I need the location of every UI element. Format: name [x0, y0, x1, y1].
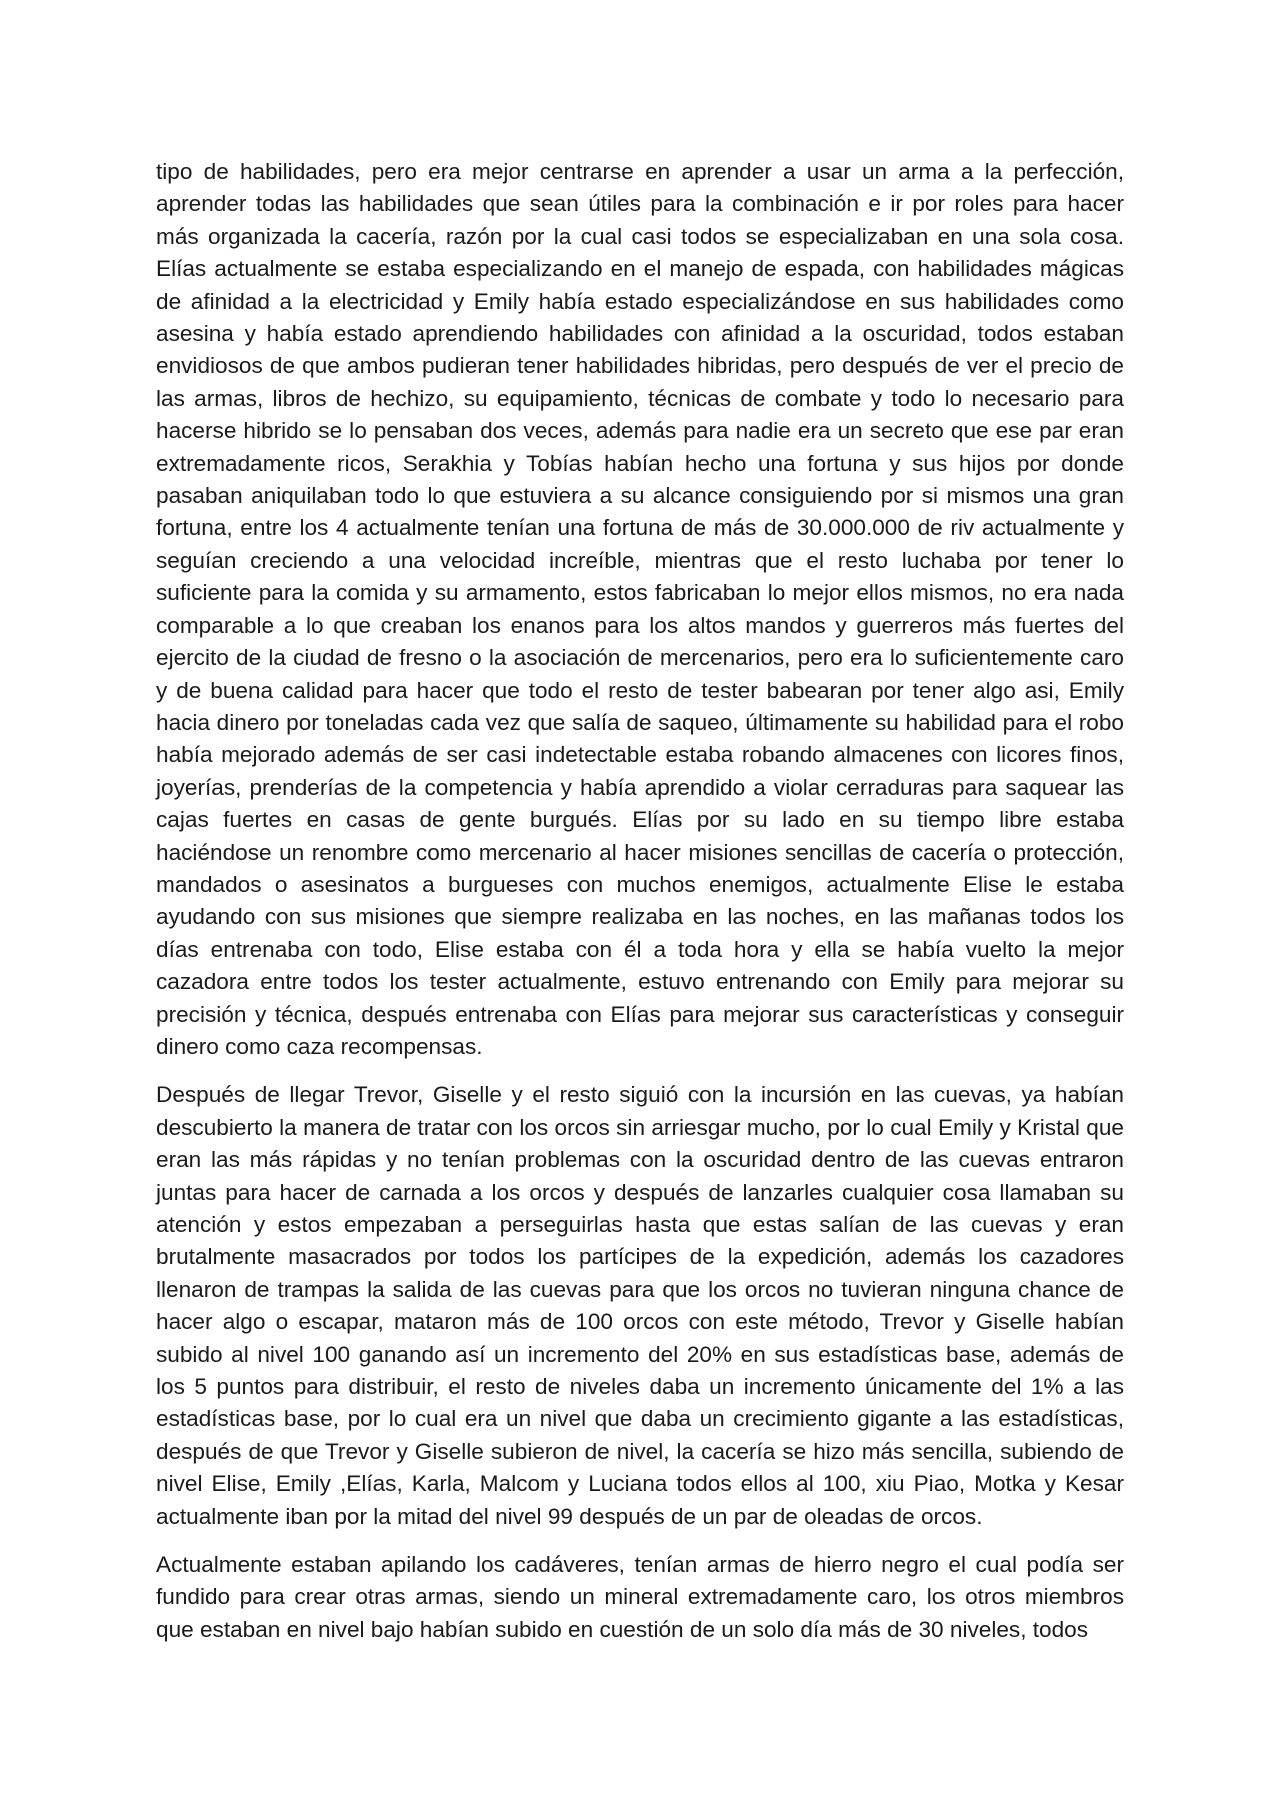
paragraph-2: Después de llegar Trevor, Giselle y el resto siguió con la incursión en las cuevas, ya habían descubierto la manera de tratar con los orcos sin arriesgar mucho, por lo cual Emily y Kristal que eran las más rápidas y no tenían problemas con la oscuridad dentro de las cuevas entraron juntas para hacer de carnada a los orcos y después de lanzarles cualquier cosa llamaban su atención y estos empezaban a perseguirlas hasta que estas salían de las cuevas y eran brutalmente masacrados por todos los partícipes de la expedición, además los cazadores llenaron de trampas la salida de las cuevas para que los orcos no tuvieran ninguna chance de hacer algo o escapar, mataron más de 100 orcos con este método, Trevor y Giselle habían subido al nivel 100 ganando así un incremento del 20% en sus estadísticas base, además de los 5 puntos para distribuir, el resto de niveles daba un incremento únicamente del 1% a las estadísticas base, por lo cual era un nivel que daba un crecimiento gigante a las estadísticas, después de que Trevor y Giselle subieron de nivel, la cacería se hizo más sencilla, subiendo de nivel Elise, Emily ,Elías, Karla, Malcom y Luciana todos ellos al 100, xiu Piao, Motka y Kesar actualmente iban por la mitad del nivel 99 después de un par de oleadas de orcos. — [156, 1082, 1124, 1529]
document-body — [156, 156, 1124, 1662]
paragraph-1: tipo de habilidades, pero era mejor centrarse en aprender a usar un arma a la perfección, aprender todas las habilidades que sean útiles para la combinación e ir por roles para hacer más organizada la cacería, razón por la cual casi todos se especializaban en una sola cosa. Elías actualmente se estaba especializando en el manejo de espada, con habilidades mágicas de afinidad a la electricidad y Emily había estado especializándose en sus habilidades como asesina y había estado aprendiendo habilidades con afinidad a la oscuridad, todos estaban envidiosos de que ambos pudieran tener habilidades hibridas, pero después de ver el precio de las armas, libros de hechizo, su equipamiento, técnicas de combate y todo lo necesario para hacerse hibrido se lo pensaban dos veces, además para nadie era un secreto que ese par eran extremadamente ricos, Serakhia y Tobías habían hecho una fortuna y sus hijos por donde pasaban aniquilaban todo lo que estuviera a su alcance consiguiendo por si mismos una gran fortuna, entre los 4 actualmente tenían una fortuna de más de 30.000.000 de riv actualmente y seguían creciendo a una velocidad increíble, mientras que el resto luchaba por tener lo suficiente para la comida y su armamento, estos fabricaban lo mejor ellos mismos, no era nada comparable a lo que creaban los enanos para los altos mandos y guerreros más fuertes del ejercito de la ciudad de fresno o la asociación de mercenarios, pero era lo suficientemente caro y de buena calidad para hacer que todo el resto de tester babearan por tener algo asi, Emily hacia dinero por toneladas cada vez que salía de saqueo, últimamente su habilidad para el robo había mejorado además de ser casi indetectable estaba robando almacenes con licores finos, joyerías, prenderías de la competencia y había aprendido a violar cerraduras para saquear las cajas fuertes en casas de gente burgués. Elías por su lado en su tiempo libre estaba haciéndose un renombre como mercenario al hacer misiones sencillas de cacería o protección, mandados o asesinatos a burgueses con muchos enemigos, actualmente Elise le estaba ayudando con sus misiones que siempre realizaba en las noches, en las mañanas todos los días entrenaba con todo, Elise estaba con él a toda hora y ella se había vuelto la mejor cazadora entre todos los tester actualmente, estuvo entrenando con Emily para mejorar su precisión y técnica, después entrenaba con Elías para mejorar sus características y conseguir dinero como caza recompensas. — [156, 159, 1124, 1059]
paragraph-3: Actualmente estaban apilando los cadáveres, tenían armas de hierro negro el cual podía ser fundido para crear otras armas, siendo un mineral extremadamente caro, los otros miembros que estaban en nivel bajo habían subido en cuestión de un solo día más de 30 niveles, todos — [156, 1552, 1124, 1642]
